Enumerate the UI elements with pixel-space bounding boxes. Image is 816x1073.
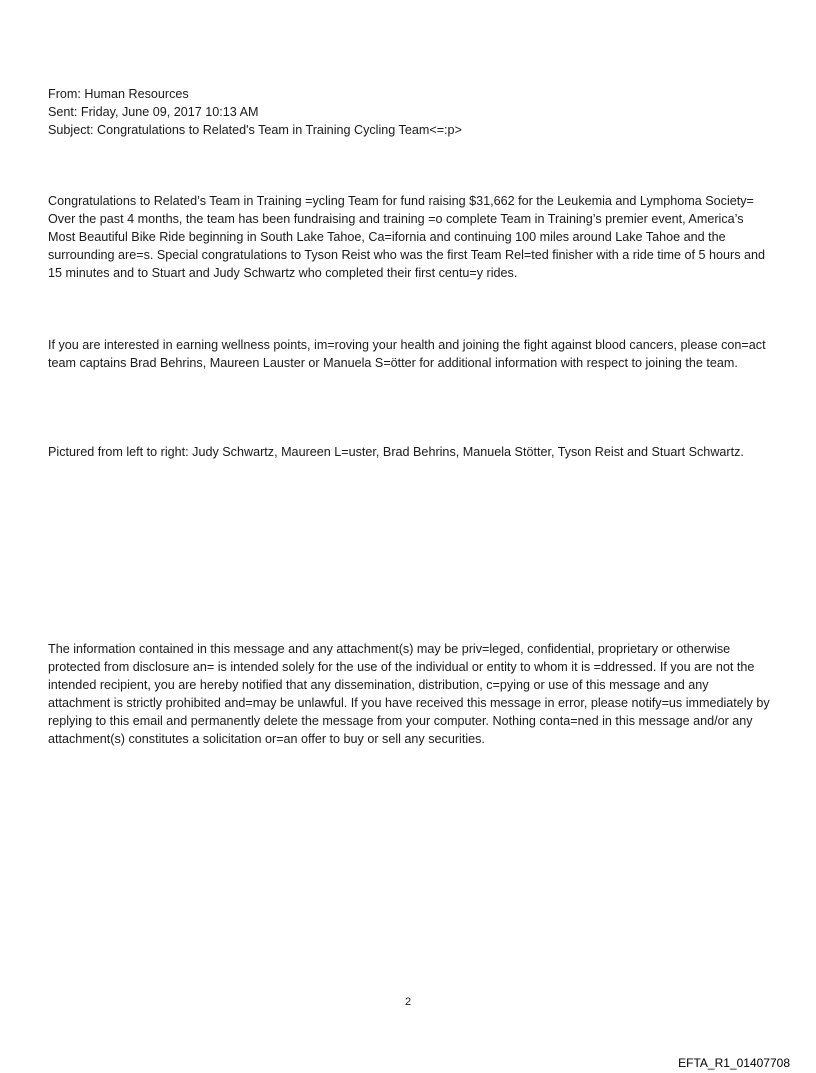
page-number: 2	[404, 996, 412, 1008]
body-paragraph-join-team: If you are interested in earning wellness points, im=roving your health and joining the fight against blood cancers, please con=act team captains Brad Behrins, Maureen Lauster or Manuela S=ötter for additional information with respect to joining the team.	[48, 338, 766, 370]
body-paragraph-congratulations: Congratulations to Related’s Team in Training =ycling Team for fund raising $31,662 for the Leukemia and Lymphoma Society= Over the past 4 months, the team has been fundraising and training =o complete Team in Training’s premier event, America’s Most Beautiful Bike Ride beginning in South Lake Tahoe, Ca=ifornia and continuing 100 miles around Lake Tahoe and the surrounding are=s. Special congratulations to Tyson Reist who was the first Team Rel=ted finisher with a ride time of 5 hours and 15 minutes and to Stuart and Judy Schwartz who completed their first centu=y rides.	[48, 194, 766, 280]
confidentiality-disclaimer: The information contained in this message and any attachment(s) may be priv=leged, confidential, proprietary or otherwise protected from disclosure an= is intended solely for the use of the individual or entity to whom it is =ddressed. If you are not the intended recipient, you are hereby notified that any dissemination, distribution, c=pying or use of this message and any attachment is strictly prohibited and=may be unlawful. If you have received this message in error, please notify=us immediately by replying to this email and permanently delete the message from your computer. Nothing conta=ned in this message and/or any attachment(s) constitutes a solicitation or=an offer to buy or sell any securities.	[48, 642, 770, 746]
body-paragraph-photo-caption: Pictured from left to right: Judy Schwartz, Maureen L=uster, Brad Behrins, Manuela Stötter, Tyson Reist and Stuart Schwartz.	[48, 445, 744, 459]
email-header	[48, 85, 768, 139]
document-id: EFTA_R1_01407708	[678, 1056, 790, 1070]
email-from: From: Human Resources	[48, 87, 189, 101]
email-subject: Subject: Congratulations to Related's Team in Training Cycling Team<=:p>	[48, 123, 462, 137]
email-sent: Sent: Friday, June 09, 2017 10:13 AM	[48, 105, 259, 119]
